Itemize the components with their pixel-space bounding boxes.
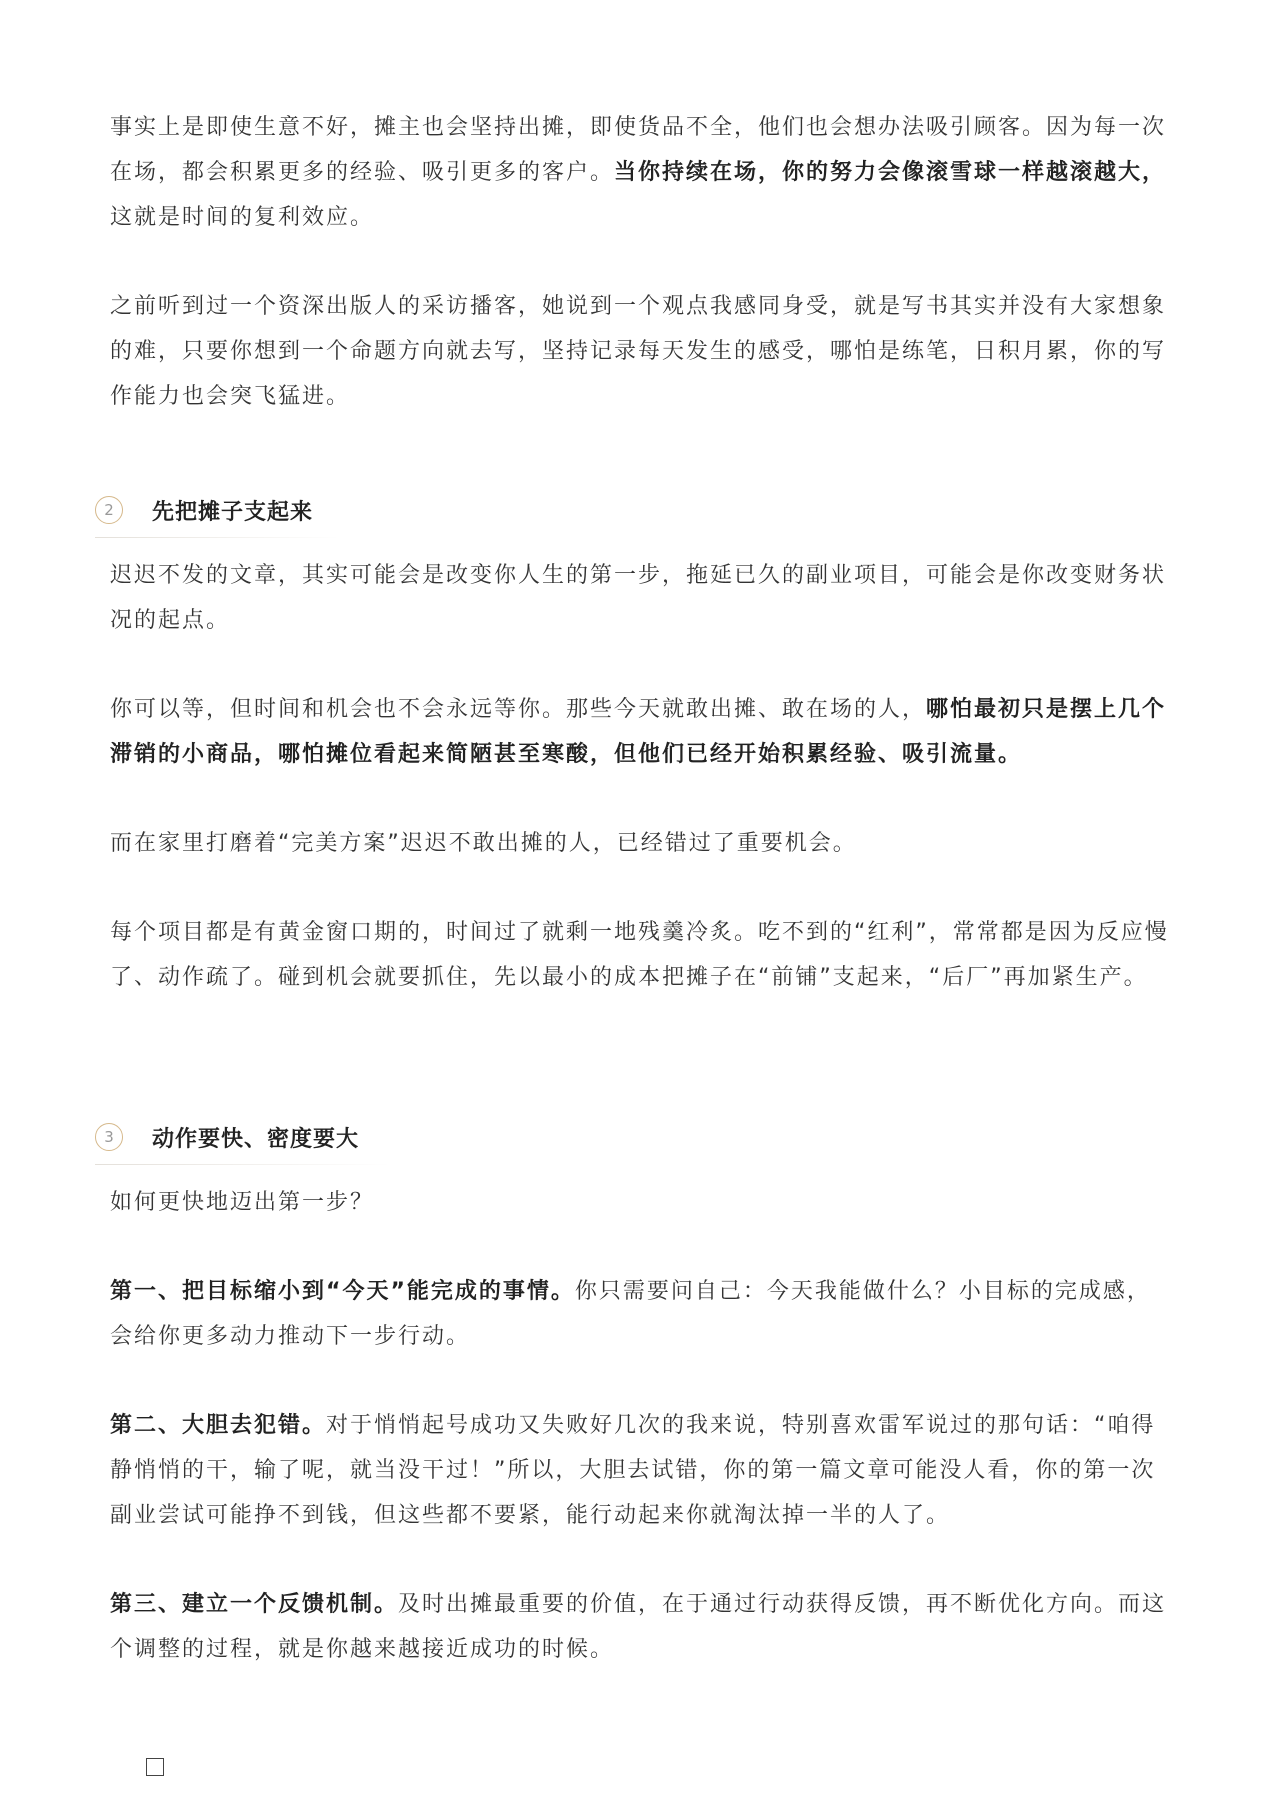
- paragraph-text: 你只需要问自己：今天我能做什么？小目标的完成感，会给你更多动力推动下一步行动。: [110, 1279, 1151, 1349]
- section-number-badge: 2: [95, 496, 123, 524]
- section-title: 动作要快、密度要大: [152, 1126, 360, 1152]
- paragraph-publisher: 之前听到过一个资深出版人的采访播客，她说到一个观点我感同身受，就是写书其实并没有大家想象的难，只要你想到一个命题方向就去写，坚持记录每天发生的感受，哪怕是练笔，日积月累，你的写作能力也会突飞猛进。: [110, 294, 1167, 409]
- paragraph-point-one: [110, 1269, 1170, 1359]
- paragraph-window-period: 每个项目都是有黄金窗口期的，时间过了就剩一地残羹冷炙。吃不到的“红利”，常常都是因为反应慢了、动作疏了。碰到机会就要抓住，先以最小的成本把摊子在“前铺”支起来，“后厂”再加紧生产。: [110, 920, 1169, 990]
- bold-lead: 第一、把目标缩小到“今天”能完成的事情。: [110, 1279, 575, 1304]
- paragraph-snowball: [110, 105, 1170, 240]
- paragraph-text: 事实上是即使生意不好，摊主也会坚持出摊，即使货品不全，他们也会想办法吸引顾客。因为每一次在场，都会积累更多的经验、吸引更多的客户。: [110, 115, 1167, 185]
- section-heading-2: [95, 488, 313, 532]
- section-underline: [95, 1164, 390, 1165]
- bold-lead: 第三、建立一个反馈机制。: [110, 1592, 399, 1617]
- section-number-badge: 3: [95, 1123, 123, 1151]
- paragraph-perfect-plan: 而在家里打磨着“完美方案”迟迟不敢出摊的人，已经错过了重要机会。: [110, 831, 857, 856]
- paragraph-question: 如何更快地迈出第一步？: [110, 1190, 375, 1215]
- paragraph-point-two: [110, 1403, 1170, 1538]
- section-heading-3: [95, 1115, 359, 1159]
- paragraph-point-three: [110, 1582, 1170, 1672]
- paragraph-text: 及时出摊最重要的价值，在于通过行动获得反馈，再不断优化方向。而这个调整的过程，就是你越来越接近成功的时候。: [110, 1592, 1167, 1662]
- paragraph-text: 对于悄悄起号成功又失败好几次的我来说，特别喜欢雷军说过的那句话：“咱得静悄悄的干，输了呢，就当没干过！”所以，大胆去试错，你的第一篇文章可能没人看，你的第一次副业尝试可能挣不到钱，但这些都不要紧，能行动起来你就淘汰掉一半的人了。: [110, 1413, 1156, 1528]
- paragraph-text: 你可以等，但时间和机会也不会永远等你。那些今天就敢出摊、敢在场的人，: [110, 697, 927, 722]
- bold-highlight: 当你持续在场，你的努力会像滚雪球一样越滚越大，: [614, 160, 1167, 185]
- paragraph-text: 这就是时间的复利效应。: [110, 205, 375, 230]
- paragraph-wait: [110, 687, 1170, 777]
- paragraph-first-step: 迟迟不发的文章，其实可能会是改变你人生的第一步，拖延已久的副业项目，可能会是你改变财务状况的起点。: [110, 563, 1167, 633]
- checkbox[interactable]: [146, 1758, 164, 1776]
- section-underline: [95, 537, 340, 538]
- section-title: 先把摊子支起来: [152, 499, 314, 525]
- bold-lead: 第二、大胆去犯错。: [110, 1413, 327, 1438]
- bold-highlight: 哪怕最初只是摆上几个滞销的小商品，哪怕摊位看起来简陋甚至寒酸，但他们已经开始积累经验、吸引流量。: [110, 697, 1167, 767]
